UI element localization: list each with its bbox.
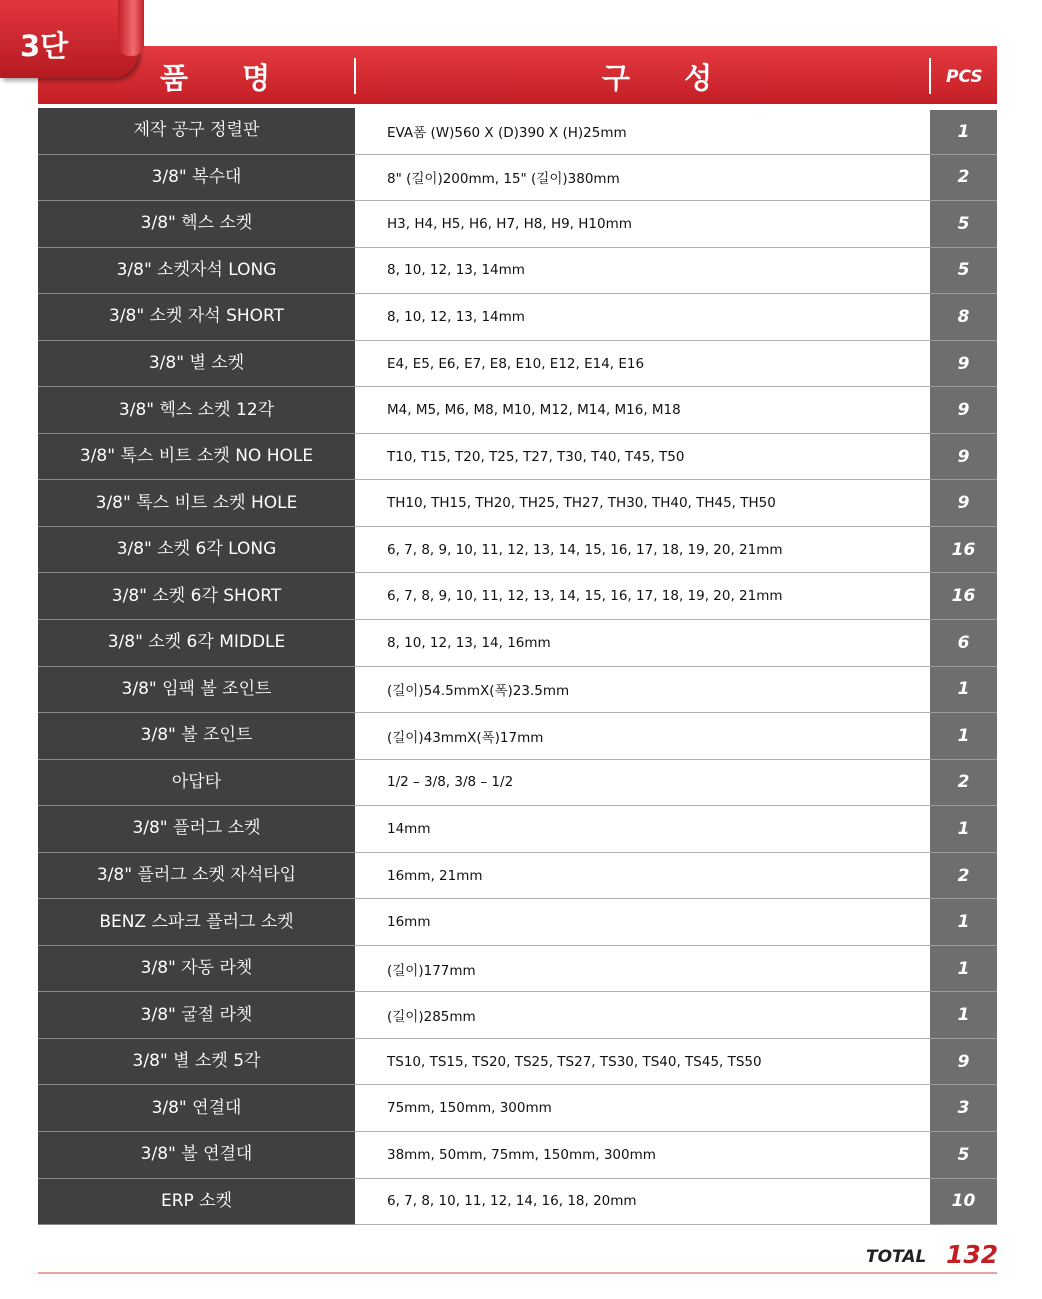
total-value: 132	[946, 1240, 999, 1269]
table-row	[38, 806, 997, 853]
row-pcs: 9	[930, 387, 997, 434]
table-row	[38, 992, 997, 1039]
row-pcs: 5	[930, 201, 997, 248]
table-row	[38, 341, 997, 388]
row-name: 3/8" 헥스 소켓 12각	[38, 387, 355, 434]
row-name: 3/8" 소켓 자석 SHORT	[38, 294, 355, 341]
table-row	[38, 1132, 997, 1179]
table-row	[38, 760, 997, 807]
table-row	[38, 155, 997, 202]
row-pcs: 9	[930, 480, 997, 527]
row-name: 3/8" 소켓 6각 MIDDLE	[38, 620, 355, 667]
row-pcs: 8	[930, 294, 997, 341]
row-pcs: 10	[930, 1179, 997, 1226]
row-name: 3/8" 톡스 비트 소켓 NO HOLE	[38, 434, 355, 481]
table-row	[38, 713, 997, 760]
table-row	[38, 620, 997, 667]
table-row	[38, 1039, 997, 1086]
row-spec: 8, 10, 12, 13, 14, 16mm	[355, 620, 930, 667]
row-name: 3/8" 소켓 6각 LONG	[38, 527, 355, 574]
row-name: ERP 소켓	[38, 1179, 355, 1226]
row-name: 제작 공구 정렬판	[38, 108, 355, 155]
total-label: TOTAL	[866, 1247, 927, 1267]
row-name: 3/8" 소켓 6각 SHORT	[38, 573, 355, 620]
row-spec: 14mm	[355, 806, 930, 853]
table-row	[38, 946, 997, 993]
row-spec: E4, E5, E6, E7, E8, E10, E12, E14, E16	[355, 341, 930, 388]
table-row	[38, 434, 997, 481]
tier-label: 3단	[20, 29, 69, 63]
row-spec: H3, H4, H5, H6, H7, H8, H9, H10mm	[355, 201, 930, 248]
row-spec: 8, 10, 12, 13, 14mm	[355, 248, 930, 295]
header-spec: 구 성	[602, 61, 735, 95]
row-name: 3/8" 복수대	[38, 155, 355, 202]
row-spec: (길이)54.5mmX(폭)23.5mm	[355, 667, 930, 714]
row-pcs: 9	[930, 341, 997, 388]
row-spec: 38mm, 50mm, 75mm, 150mm, 300mm	[355, 1132, 930, 1179]
row-pcs: 9	[930, 1039, 997, 1086]
table-row	[38, 387, 997, 434]
table-row	[38, 667, 997, 714]
row-spec: TH10, TH15, TH20, TH25, TH27, TH30, TH40, TH45, TH50	[355, 480, 930, 527]
table-row	[38, 201, 997, 248]
row-spec: 6, 7, 8, 9, 10, 11, 12, 13, 14, 15, 16, 17, 18, 19, 20, 21mm	[355, 527, 930, 574]
row-pcs: 1	[930, 667, 997, 714]
row-spec: EVA폼 (W)560 X (D)390 X (H)25mm	[355, 108, 930, 155]
header-name: 품 명	[160, 61, 293, 95]
row-spec: 6, 7, 8, 9, 10, 11, 12, 13, 14, 15, 16, 17, 18, 19, 20, 21mm	[355, 573, 930, 620]
row-spec: (길이)43mmX(폭)17mm	[355, 713, 930, 760]
row-name: 아답타	[38, 760, 355, 807]
row-name: 3/8" 연결대	[38, 1085, 355, 1132]
row-spec: 6, 7, 8, 10, 11, 12, 14, 16, 18, 20mm	[355, 1179, 930, 1226]
row-pcs: 16	[930, 527, 997, 574]
row-name: 3/8" 별 소켓 5각	[38, 1039, 355, 1086]
row-name: BENZ 스파크 플러그 소켓	[38, 899, 355, 946]
row-pcs: 2	[930, 155, 997, 202]
footer-divider	[38, 1272, 997, 1274]
row-pcs: 2	[930, 853, 997, 900]
row-name: 3/8" 별 소켓	[38, 341, 355, 388]
row-spec: (길이)285mm	[355, 992, 930, 1039]
table-row	[38, 1085, 997, 1132]
row-pcs: 1	[930, 946, 997, 993]
row-spec: (길이)177mm	[355, 946, 930, 993]
row-pcs: 3	[930, 1085, 997, 1132]
row-pcs: 1	[930, 992, 997, 1039]
row-spec: 16mm, 21mm	[355, 853, 930, 900]
row-name: 3/8" 플러그 소켓 자석타입	[38, 853, 355, 900]
row-spec: T10, T15, T20, T25, T27, T30, T40, T45, T50	[355, 434, 930, 481]
header-divider	[354, 58, 356, 94]
row-name: 3/8" 소켓자석 LONG	[38, 248, 355, 295]
row-name: 3/8" 굴절 라쳇	[38, 992, 355, 1039]
row-spec: TS10, TS15, TS20, TS25, TS27, TS30, TS40, TS45, TS50	[355, 1039, 930, 1086]
header-divider	[929, 58, 931, 94]
table-row	[38, 108, 997, 155]
row-name: 3/8" 플러그 소켓	[38, 806, 355, 853]
row-spec: 8, 10, 12, 13, 14mm	[355, 294, 930, 341]
row-spec: 1/2 – 3/8, 3/8 – 1/2	[355, 760, 930, 807]
row-name: 3/8" 헥스 소켓	[38, 201, 355, 248]
row-pcs: 5	[930, 1132, 997, 1179]
row-pcs: 1	[930, 899, 997, 946]
table-row	[38, 294, 997, 341]
row-name: 3/8" 볼 조인트	[38, 713, 355, 760]
parts-table	[38, 108, 997, 1225]
header-pcs: PCS	[946, 67, 983, 87]
row-spec: 16mm	[355, 899, 930, 946]
tier-tab	[0, 0, 138, 78]
table-row	[38, 480, 997, 527]
table-row	[38, 573, 997, 620]
row-pcs: 1	[930, 806, 997, 853]
row-pcs: 2	[930, 760, 997, 807]
table-row	[38, 899, 997, 946]
row-spec: 8" (길이)200mm, 15" (길이)380mm	[355, 155, 930, 202]
row-name: 3/8" 톡스 비트 소켓 HOLE	[38, 480, 355, 527]
table-row	[38, 248, 997, 295]
row-spec: 75mm, 150mm, 300mm	[355, 1085, 930, 1132]
row-pcs: 9	[930, 434, 997, 481]
row-pcs: 1	[930, 108, 997, 155]
table-row	[38, 853, 997, 900]
row-pcs: 1	[930, 713, 997, 760]
tab-curl-decoration	[118, 0, 144, 56]
row-pcs: 6	[930, 620, 997, 667]
row-pcs: 16	[930, 573, 997, 620]
row-name: 3/8" 임팩 볼 조인트	[38, 667, 355, 714]
table-header	[38, 46, 997, 104]
row-pcs: 5	[930, 248, 997, 295]
table-row	[38, 1179, 997, 1226]
row-name: 3/8" 자동 라쳇	[38, 946, 355, 993]
table-row	[38, 527, 997, 574]
row-name: 3/8" 볼 연결대	[38, 1132, 355, 1179]
row-spec: M4, M5, M6, M8, M10, M12, M14, M16, M18	[355, 387, 930, 434]
